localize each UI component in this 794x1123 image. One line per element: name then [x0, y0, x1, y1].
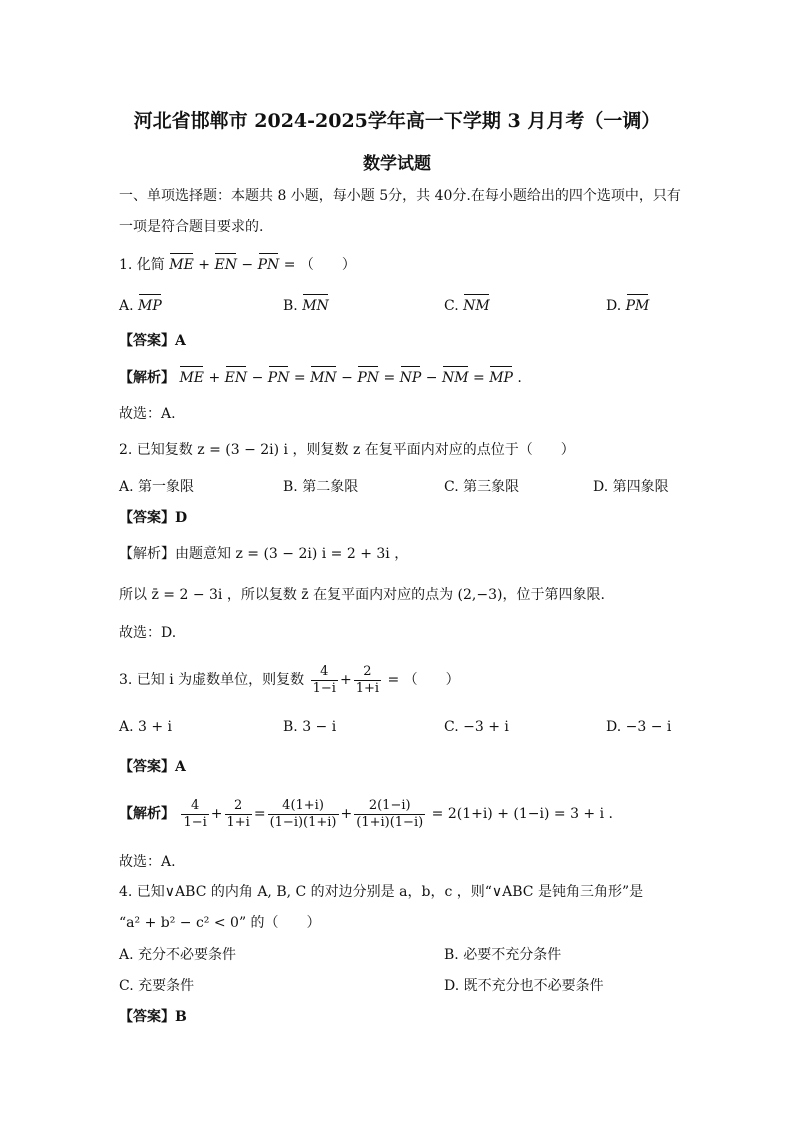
page-subtitle: 数学试题 [363, 154, 431, 174]
q3-option-b: B. 3 − i [283, 719, 337, 735]
q3-option-c: C. −3 + i [444, 719, 509, 735]
q1-analysis: 【解析】 ME + EN − PN = MN − PN = NP − NM = MP . [119, 370, 522, 386]
q2-analysis: 【解析】由题意知 z = (3 − 2i) i = 2 + 3i ， [119, 546, 409, 562]
q2-option-a: A. 第一象限 [119, 479, 195, 495]
q3-analysis: 【解析】 $\frac{4}{1-i}$ + $\frac{2}{1+i}$ = $\frac{4(1+i)}{(1-i)(1+i)}$ + $\frac{2(1-i)}{(1+i)(1-i)}$ = 2(1+i) + (1−i) = 3 + i . [119, 797, 613, 830]
q1-option-b: B. MN [283, 298, 329, 314]
q3-option-a: A. 3 + i [119, 719, 173, 735]
q4-option-a: A. 充分不必要条件 [119, 947, 237, 963]
question-1: 1. 化简 ME + EN − PN = （ ） [119, 257, 356, 273]
question-1-suffix: （ ） [299, 257, 356, 273]
q3-option-d: D. −3 − i [606, 719, 672, 735]
section-intro-line1: 一、单项选择题：本题共 8 小题，每小题 5分，共 40分.在每小题给出的四个选项中，只有 [119, 188, 681, 204]
q4-option-b: B. 必要不充分条件 [444, 947, 562, 963]
q1-conclusion: 故选：A. [119, 406, 176, 422]
question-4-line2: “a² + b² − c² < 0” 的（ ） [119, 915, 321, 931]
q3-conclusion: 故选：A. [119, 854, 176, 870]
q4-answer: 【答案】B [119, 1009, 187, 1025]
q4-option-c: C. 充要条件 [119, 978, 195, 994]
section-intro-line2: 一项是符合题目要求的. [119, 219, 264, 235]
q1-option-d: D. PM [606, 298, 650, 314]
question-1-prefix: 1. 化简 [119, 257, 165, 273]
question-3: 3. 已知 i 为虚数单位，则复数 $\frac{4}{1-i}$ + $\frac{2}{1+i}$ = （ ） [119, 663, 460, 696]
q1-option-a: A. MP [119, 298, 162, 314]
question-4-line1: 4. 已知∨ABC 的内角 A, B, C 的对边分别是 a，b，c ，则“∨ABC 是钝角三角形”是 [119, 884, 644, 900]
q2-answer: 【答案】D [119, 510, 188, 526]
q2-option-d: D. 第四象限 [593, 479, 669, 495]
question-2: 2. 已知复数 z = (3 − 2i) i ，则复数 z 在复平面内对应的点位于（ ） [119, 442, 575, 458]
q1-answer: 【答案】A [119, 333, 186, 349]
page-title: 河北省邯郸市 2024-2025学年高一下学期 3 月月考（一调） [133, 110, 661, 132]
q1-option-c: C. NM [444, 298, 490, 314]
q2-option-b: B. 第二象限 [283, 479, 359, 495]
q4-option-d: D. 既不充分也不必要条件 [444, 978, 604, 994]
q2-conclusion: 故选：D. [119, 625, 177, 641]
q3-answer: 【答案】A [119, 759, 186, 775]
q2-option-c: C. 第三象限 [444, 479, 520, 495]
q2-analysis-2: 所以 z̄ = 2 − 3i ，所以复数 z̄ 在复平面内对应的点为 (2,−3)，位于第四象限. [119, 587, 605, 603]
